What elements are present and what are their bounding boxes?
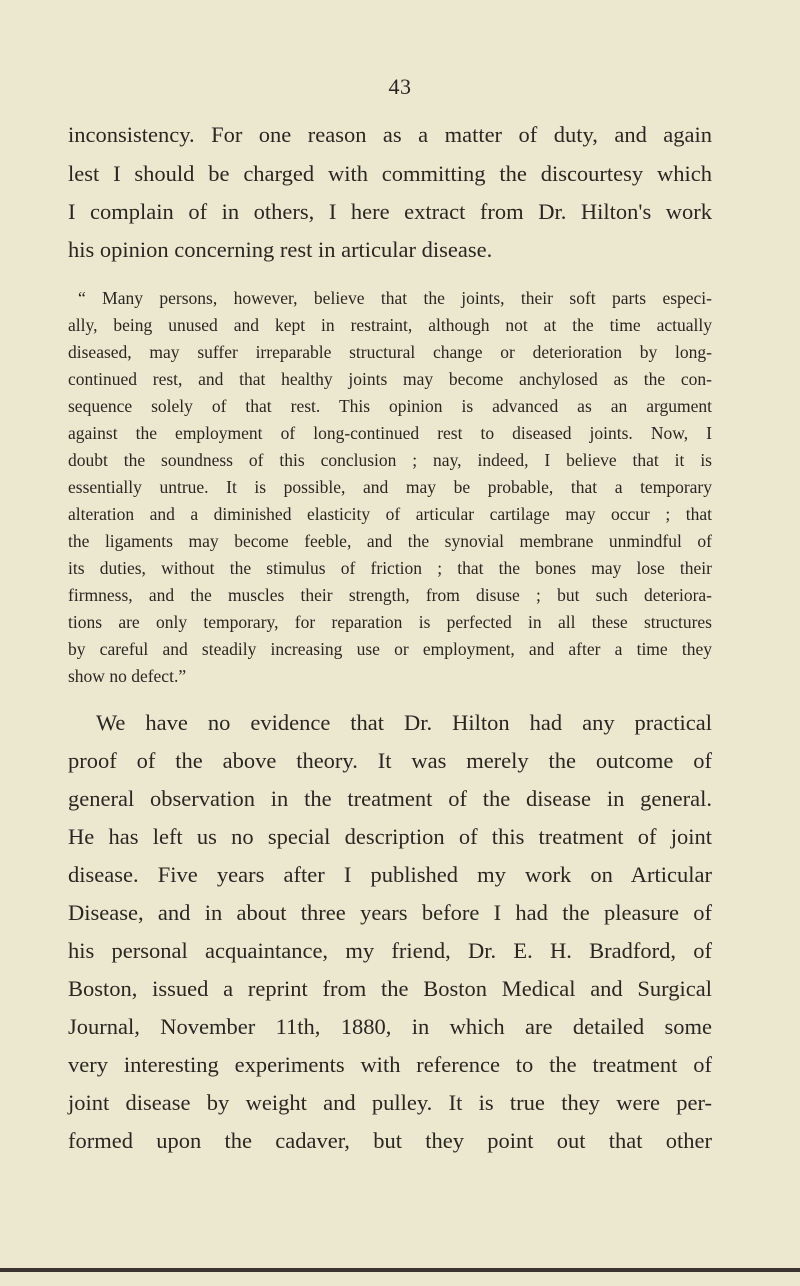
- text-line: his personal acquaintance, my friend, Dr. E. H. Bradford, of: [68, 938, 712, 963]
- page-bottom-edge: [0, 1268, 800, 1272]
- text-line: lest I should be charged with committing the discourtesy which: [68, 161, 712, 186]
- page-number: 43: [388, 74, 412, 99]
- text-line: I complain of in others, I here extract from Dr. Hilton's work: [68, 199, 712, 224]
- text-line: joint disease by weight and pulley. It is true they were per-: [68, 1090, 712, 1115]
- text-line: general observation in the treatment of the disease in general.: [68, 786, 712, 811]
- text-line: his opinion concerning rest in articular disease.: [68, 237, 493, 262]
- quote-line: diseased, may suffer irreparable structural change or deterioration by long-: [68, 342, 712, 362]
- quote-line: firmness, and the muscles their strength, from disuse ; but such deteriora-: [68, 585, 712, 605]
- text-line: Disease, and in about three years before I had the pleasure of: [68, 900, 712, 925]
- text-line: inconsistency. For one reason as a matter of duty, and again: [68, 122, 712, 147]
- quote-line: essentially untrue. It is possible, and may be probable, that a temporary: [68, 477, 712, 497]
- text-line: We have no evidence that Dr. Hilton had any practical: [96, 710, 712, 735]
- text-line: Journal, November 11th, 1880, in which are detailed some: [68, 1014, 712, 1039]
- quote-line: against the employment of long-continued rest to diseased joints. Now, I: [68, 423, 712, 443]
- text-line: Boston, issued a reprint from the Boston Medical and Surgical: [68, 976, 712, 1001]
- quote-line: alteration and a diminished elasticity of articular cartilage may occur ; that: [68, 504, 712, 524]
- quote-line: the ligaments may become feeble, and the synovial membrane unmindful of: [68, 531, 712, 551]
- quote-line: by careful and steadily increasing use or employment, and after a time they: [68, 639, 712, 659]
- quote-line: tions are only temporary, for reparation is perfected in all these structures: [68, 612, 712, 632]
- text-line: He has left us no special description of this treatment of joint: [68, 824, 712, 849]
- quote-line: show no defect.”: [68, 666, 187, 686]
- quote-line: ally, being unused and kept in restraint, although not at the time actually: [68, 315, 712, 335]
- text-line: very interesting experiments with reference to the treatment of: [68, 1052, 712, 1077]
- text-line: formed upon the cadaver, but they point out that other: [68, 1128, 712, 1153]
- quote-line: continued rest, and that healthy joints may become anchylosed as the con-: [68, 369, 712, 389]
- quote-line: sequence solely of that rest. This opinion is advanced as an argument: [68, 396, 712, 416]
- text-line: proof of the above theory. It was merely the outcome of: [68, 748, 712, 773]
- quote-line: “ Many persons, however, believe that the joints, their soft parts especi-: [78, 288, 712, 308]
- text-line: disease. Five years after I published my work on Articular: [68, 862, 712, 887]
- quote-line: its duties, without the stimulus of friction ; that the bones may lose their: [68, 558, 712, 578]
- quote-line: doubt the soundness of this conclusion ; nay, indeed, I believe that it is: [68, 450, 712, 470]
